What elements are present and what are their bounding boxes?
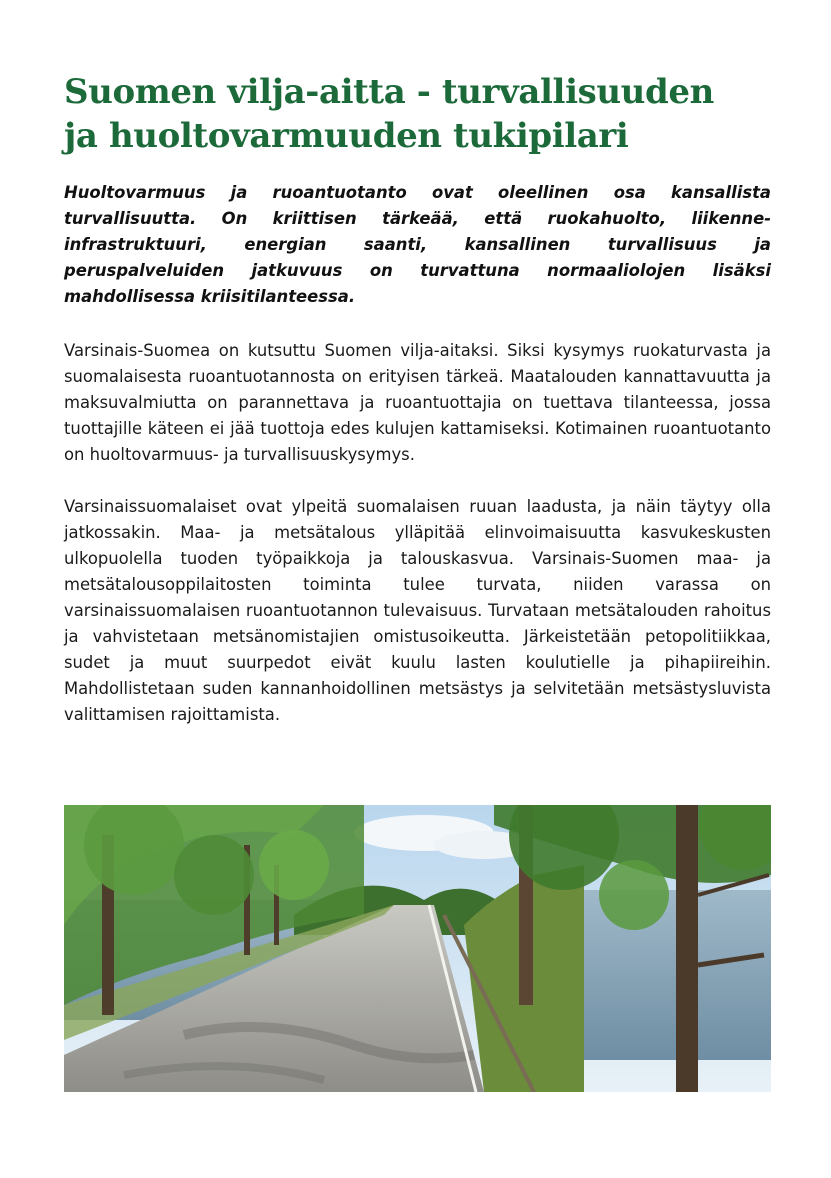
forest-road-photo: [64, 805, 771, 1092]
article: [64, 70, 771, 728]
body-paragraph-1: Varsinais-Suomea on kutsuttu Suomen vilja-aitaksi. Siksi kysymys ruokaturvasta ja suomalaisesta ruoantuotannosta on erityisen tärkeä. Maatalouden kannattavuutta ja maksuvalmiutta on parannettava ja ruoantuottajia on tuettava tilanteessa, jossa tuottajille käteen ei jää tuottoja edes kulujen kattamiseksi. Kotimainen ruoantuotanto on huoltovarmuus- ja turvallisuuskysymys.: [64, 341, 771, 464]
body-paragraph-2: Varsinaissuomalaiset ovat ylpeitä suomalaisen ruuan laadusta, ja näin täytyy olla jatkossakin. Maa- ja metsätalous ylläpitää elinvoimaisuutta kasvukeskusten ulkopuolella tuoden työpaikkoja ja talouskasvua. Varsinais-Suomen maa- ja metsätalousoppilaitosten toiminta tulee turvata, niiden varassa on varsinaissuomalaisen ruoantuotannon tulevaisuus. Turvataan metsätalouden rahoitus ja vahvistetaan metsänomistajien omistusoikeutta. Järkeistetään petopolitiikkaa, sudet ja muut suurpedot eivät kuulu lasten koulutielle ja pihapiireihin. Mahdollistetaan suden kannanhoidollinen metsästys ja selvitetään metsästysluvista valittamisen rajoittamista.: [64, 497, 771, 724]
lead-paragraph: Huoltovarmuus ja ruoantuotanto ovat oleellinen osa kansallista turvallisuutta. On kriittisen tärkeää, että ruokahuolto, liikenne-infrastruktuuri, energian saanti, kansallinen turvallisuus ja peruspalveluiden jatkuvuus on turvattuna normaaliolojen lisäksi mahdollisessa kriisitilanteessa.: [64, 183, 771, 306]
title-line-2: ja huoltovarmuuden tukipilari: [64, 116, 629, 156]
forest-road-illustration: [64, 805, 771, 1092]
title-line-1: Suomen vilja-aitta - turvallisuuden: [64, 72, 714, 112]
page-title: [64, 70, 771, 158]
